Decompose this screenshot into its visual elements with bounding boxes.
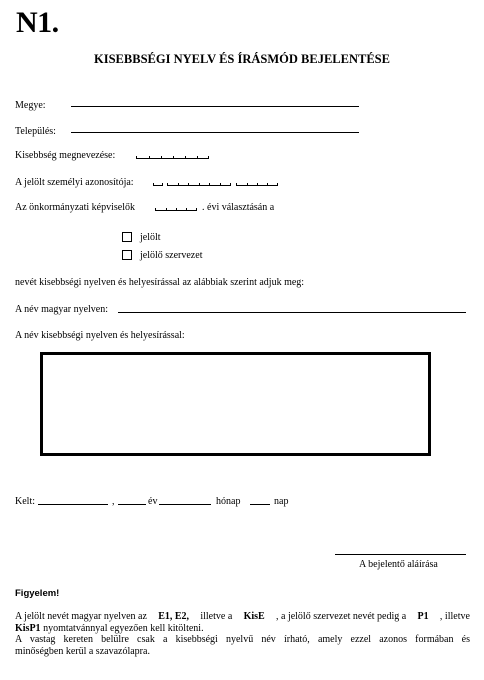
kisebbseg-code-field[interactable] — [136, 156, 209, 159]
notice-p1-text-c: illetve a — [200, 611, 233, 622]
notice-p1-text-i: nyomtatvánnyal egyezően kell kitölteni. — [40, 622, 204, 634]
form-code: N1. — [16, 6, 59, 39]
telepules-field[interactable] — [71, 132, 359, 133]
kepviselok-label: Az önkormányzati képviselők — [15, 202, 135, 213]
notice-paragraph — [15, 611, 470, 657]
azonosito-label: A jelölt személyi azonosítója: — [15, 177, 134, 188]
notice-p1-text-g: , illetve — [439, 611, 470, 622]
jelolo-szervezet-checkbox[interactable] — [122, 250, 132, 260]
kisebbseg-label: Kisebbség megnevezése: — [15, 150, 116, 161]
magyar-nev-field[interactable] — [118, 312, 466, 313]
notice-p1-form-kise: KisE — [243, 611, 265, 622]
honap-field[interactable] — [159, 504, 211, 505]
notice-p1-form-kisp1: KisP1 — [15, 622, 41, 634]
notice-p1-text-a: A jelölt nevét magyar nyelven az — [15, 611, 147, 622]
notice-p1-form-e1e2: E1, E2, — [158, 611, 190, 622]
notice-heading: Figyelem! — [15, 588, 60, 599]
form-title: KISEBBSÉGI NYELV ÉS ÍRÁSMÓD BEJELENTÉSE — [94, 52, 390, 66]
kelt-place-field[interactable] — [38, 504, 108, 505]
kisebbsegi-nev-box[interactable] — [40, 352, 431, 456]
kelt-comma: , — [112, 496, 115, 507]
notice-p1-text-e: , a jelölő szervezet nevét pedig a — [276, 611, 407, 622]
kelt-label: Kelt: — [15, 496, 35, 507]
telepules-label: Település: — [15, 126, 56, 137]
honap-label: hónap — [216, 496, 241, 507]
valasztas-label: . évi választásán a — [202, 202, 275, 213]
ev-code-field[interactable] — [155, 208, 197, 211]
azonosito-part3-field[interactable] — [236, 183, 278, 186]
nap-field[interactable] — [250, 504, 270, 505]
jelolt-checkbox[interactable] — [122, 232, 132, 242]
notice-p2-line1: A vastag kereten belülre csak a kisebbségi nyelvű név írható, amely ezzel azonos formában és — [15, 634, 470, 645]
megye-field[interactable] — [71, 106, 359, 107]
megye-label: Megye: — [15, 100, 46, 111]
magyar-nev-label: A név magyar nyelven: — [15, 304, 109, 315]
kisebbsegi-nev-label: A név kisebbségi nyelven és helyesírással: — [15, 330, 185, 341]
ev-field[interactable] — [118, 504, 146, 505]
signature-label: A bejelentő aláírása — [359, 559, 438, 570]
azonosito-part2-field[interactable] — [167, 183, 231, 186]
notice-p1-form-p1: P1 — [417, 611, 429, 622]
ev-label: év — [148, 496, 158, 507]
azonosito-part1-field[interactable] — [153, 183, 163, 186]
signature-line[interactable] — [335, 554, 466, 555]
jelolo-szervezet-label: jelölő szervezet — [140, 250, 203, 261]
jelolt-label: jelölt — [140, 232, 161, 243]
nap-label: nap — [274, 496, 289, 507]
notice-p2-line2: minőségben kerül a szavazólapra. — [15, 645, 150, 657]
nevet-text: nevét kisebbségi nyelven és helyesírással az alábbiak szerint adjuk meg: — [15, 277, 305, 288]
